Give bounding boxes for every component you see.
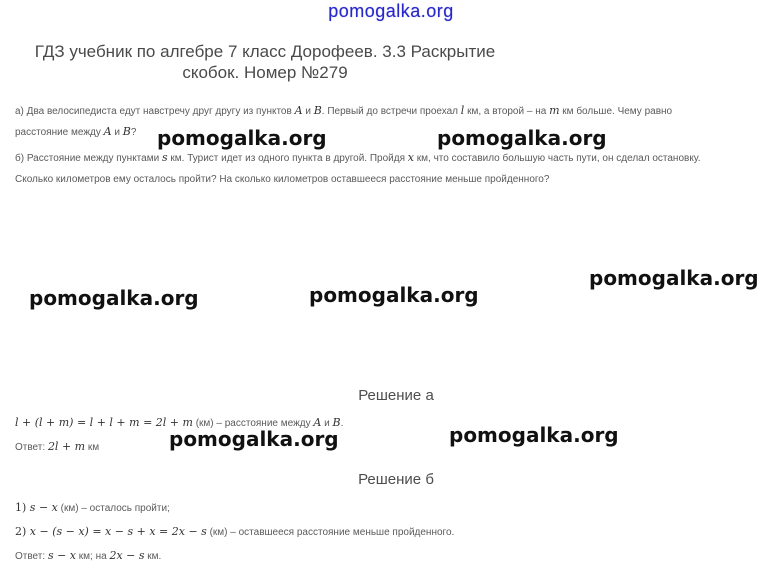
solution-b-line-1 xyxy=(15,501,170,514)
solution-b-heading: Решение б xyxy=(358,471,434,488)
site-logo[interactable]: pomogalka.org xyxy=(328,1,454,21)
task-text: км больше. Чему равно xyxy=(559,106,673,117)
math-expression: s − x xyxy=(47,549,76,562)
watermark: pomogalka.org xyxy=(309,283,479,307)
math-expression: 2l + m xyxy=(47,440,86,453)
watermark: pomogalka.org xyxy=(29,286,199,310)
task-text: и xyxy=(302,106,314,117)
math-var: B xyxy=(122,125,131,138)
page-title-line-1: ГДЗ учебник по алгебре 7 класс Дорофеев. 3.3 Раскрытие xyxy=(34,42,496,61)
task-text: км, что составило большую часть пути, он сделал остановку. xyxy=(414,153,701,164)
page-title xyxy=(0,41,530,83)
task-text: расстояние между xyxy=(15,127,104,138)
task-text: км, а второй – на xyxy=(464,106,550,117)
math-var: s xyxy=(161,151,168,164)
task-a-line-2 xyxy=(15,125,775,138)
answer-label: Ответ: xyxy=(15,551,48,562)
math-var: m xyxy=(549,104,560,117)
solution-a-heading: Решение а xyxy=(358,387,434,404)
math-expression: s − x xyxy=(29,501,58,514)
task-text: ? xyxy=(130,127,137,138)
step-number: 2) xyxy=(15,525,30,538)
math-var: x xyxy=(407,151,415,164)
math-var: B xyxy=(313,104,322,117)
solution-b-answer xyxy=(15,549,161,562)
solution-text: и xyxy=(321,418,333,429)
task-b-line-1 xyxy=(15,151,775,164)
math-expression: x − (s − x) = x − s + x = 2x − s xyxy=(29,525,207,538)
math-expression: 2x − s xyxy=(109,549,145,562)
task-text: и xyxy=(111,127,123,138)
answer-label: Ответ: xyxy=(15,442,48,453)
watermark: pomogalka.org xyxy=(437,126,607,150)
task-text: км. Турист идет из одного пункта в другой. Пройдя xyxy=(167,153,408,164)
solution-a-answer xyxy=(15,440,99,453)
task-text: . Первый до встречи проехал xyxy=(321,106,461,117)
math-var: A xyxy=(103,125,112,138)
watermark: pomogalka.org xyxy=(449,423,619,447)
task-text: б) Расстояние между пунктами xyxy=(15,153,162,164)
solution-text: (км) – расстояние между xyxy=(192,418,314,429)
math-var: A xyxy=(294,104,303,117)
solution-text: (км) – осталось пройти; xyxy=(57,503,170,514)
solution-b-line-2 xyxy=(15,525,454,538)
math-var: A xyxy=(313,416,322,429)
solution-text: . xyxy=(340,418,344,429)
task-text: а) Два велосипедиста едут навстречу друг другу из пунктов xyxy=(15,106,295,117)
math-var: B xyxy=(332,416,341,429)
watermark: pomogalka.org xyxy=(157,126,327,150)
solution-text: км xyxy=(85,442,100,453)
solution-text: км; на xyxy=(76,551,110,562)
watermark: pomogalka.org xyxy=(169,427,339,451)
watermark: pomogalka.org xyxy=(589,266,759,290)
math-var: l xyxy=(460,104,465,117)
task-a-line-1 xyxy=(15,104,775,117)
solution-text: км. xyxy=(144,551,162,562)
page-title-line-2: скобок. Номер №279 xyxy=(182,63,348,82)
step-number: 1) xyxy=(15,501,30,514)
math-expression: l + (l + m) = l + l + m = 2l + m xyxy=(15,416,193,429)
task-b-line-2: Сколько километров ему осталось пройти? На сколько километров оставшееся расстояние меньше пройденного? xyxy=(15,174,550,185)
solution-text: (км) – оставшееся расстояние меньше пройденного. xyxy=(206,527,455,538)
